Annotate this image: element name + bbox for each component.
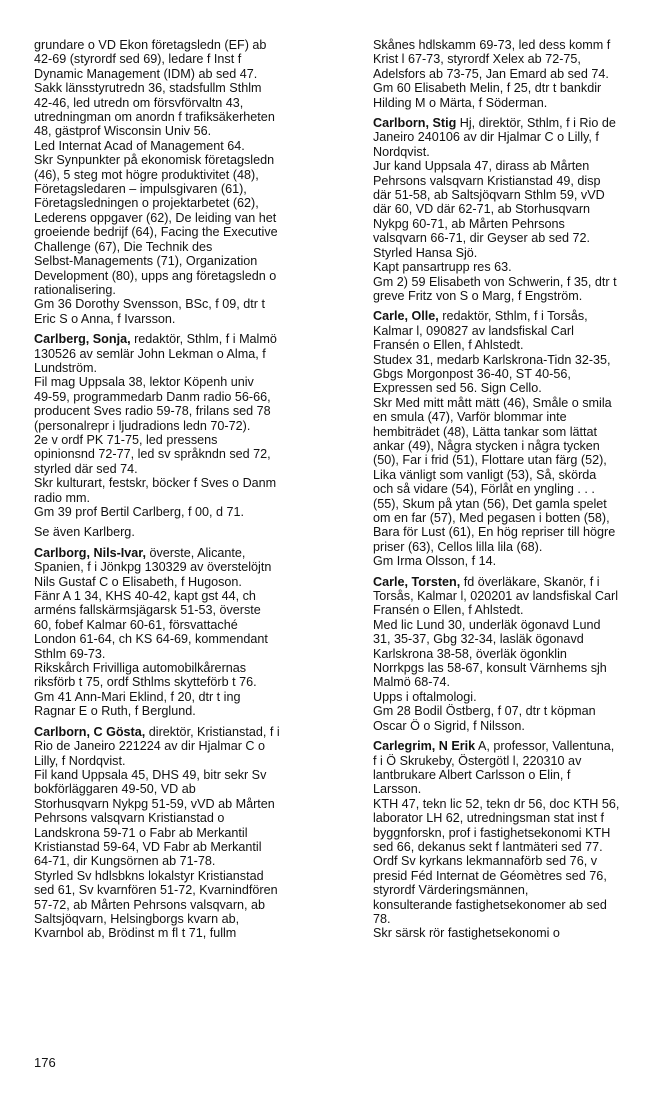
entry-line: Eric S o Anna, f Ivarsson. bbox=[34, 311, 176, 326]
entry-line: Rio de Janeiro 221224 av dir Hjalmar C o bbox=[34, 739, 266, 754]
entry-line: Kalmar l, 090827 av landsfiskal Carl bbox=[373, 323, 574, 338]
entry-line: (55), Skum på ytan (56), Det gamla spelet bbox=[373, 496, 607, 511]
entry-line: Med lic Lund 30, underläk ögonavd Lund bbox=[373, 617, 601, 632]
left-column bbox=[34, 38, 339, 941]
entry-name: Carlberg, Sonja, bbox=[34, 332, 131, 347]
entry-line: Företagsledaren – impulsgivaren (61), bbox=[34, 182, 247, 197]
entry-name: Carlborn, C Gösta, bbox=[34, 724, 146, 739]
entry-line: ankar (49), Några stycken i några tycken bbox=[373, 438, 600, 453]
entry-line: riksförb t 75, ordf Sthlms skytteförb t 76. bbox=[34, 675, 257, 690]
entry-line: Styrled Sv hdlsbkns lokalstyr Kristianstad bbox=[34, 868, 264, 883]
entry-line: Torsås, Kalmar l, 020201 av landsfiskal Carl bbox=[373, 589, 618, 604]
entry-line: Sakk länsstyrutredn 36, stadsfullm Sthlm bbox=[34, 81, 262, 96]
entry-line: 31, 35-37, Gbg 32-34, lasläk ögonavd bbox=[373, 632, 584, 647]
entry-line: Studex 31, medarb Karlskrona-Tidn 32-35, bbox=[373, 352, 611, 367]
entry-line: byggnforskn, prof i fastighetsekonomi KTH bbox=[373, 825, 611, 840]
entry-line: Nils Gustaf C o Elisabeth, f Hugoson. bbox=[34, 574, 242, 589]
entry-line: Jur kand Uppsala 47, dirass ab Mårten bbox=[373, 159, 590, 174]
entry-line: Fänr A 1 34, KHS 40-42, kapt gst 44, ch bbox=[34, 589, 256, 604]
entry-line: arméns fallskärmsjägarsk 51-53, överste bbox=[34, 603, 261, 618]
entry-line: Kapt pansartrupp res 63. bbox=[373, 260, 512, 275]
entry-line: Storhusqvarn Nykpg 51-59, vVD ab Mårten bbox=[34, 796, 275, 811]
entry-line: (50), Far i frid (51), Flottare utan färg (52), bbox=[373, 453, 607, 468]
entry-line: Pehrsons valsqvarn Kristianstad o bbox=[34, 811, 225, 826]
entry-line: grundare o VD Ekon företagsledn (EF) ab bbox=[34, 38, 267, 52]
entry-line: Gm 2) 59 Elisabeth von Schwerin, f 35, dtr t bbox=[373, 274, 617, 289]
entry-line: Landskrona 59-71 o Fabr ab Merkantil bbox=[34, 825, 248, 840]
entry-line: Sthlm 69-73. bbox=[34, 646, 106, 661]
entry-line: sed 61, Sv kvarnfören 51-72, Kvarnindfören bbox=[34, 883, 278, 898]
entry-line: Företagsledningen o projektarbetet (62), bbox=[34, 196, 259, 211]
entry-line: 130526 av semlär John Lekman o Alma, f bbox=[34, 346, 266, 361]
entry-line: Expressen sed 56. Sign Cello. bbox=[373, 381, 542, 396]
entry-line: Styrled Hansa Sjö. bbox=[373, 245, 478, 260]
entry-line: producent Sves radio 59-78, frilans sed 78 bbox=[34, 404, 271, 419]
page-number: 176 bbox=[34, 1055, 56, 1070]
entry-line: 2e v ordf PK 71-75, led pressens bbox=[34, 432, 218, 447]
entry-line: Gbgs Morgonpost 36-40, ST 40-56, bbox=[373, 366, 571, 381]
entry-line: Saltsjöqvarn, Helsingborgs kvarn ab, bbox=[34, 911, 240, 926]
entry-line: Spanien, f i Jönkpg 130329 av överstelöjtn bbox=[34, 560, 272, 575]
entry-line: 78. bbox=[373, 911, 391, 926]
entry-line: laborator LH 62, utredningsman stat inst f bbox=[373, 811, 605, 826]
biography-entry bbox=[373, 575, 665, 733]
entry-line: Skr Med mitt mått mätt (46), Småle o smila bbox=[373, 395, 612, 410]
entry-line: 60, fobef Kalmar 60-61, försvattaché bbox=[34, 617, 238, 632]
entry-line: Development (80), upps ang företagsledn o bbox=[34, 268, 277, 283]
entry-line: Nordqvist. bbox=[373, 144, 430, 159]
entry-line: (46), 5 steg mot högre produktivitet (48), bbox=[34, 167, 259, 182]
entry-line: styrled där sed 74. bbox=[34, 461, 138, 476]
entry-line: en smula (47), Varför blommar inte bbox=[373, 410, 567, 425]
entry-line: Fil mag Uppsala 38, lektor Köpenh univ bbox=[34, 375, 254, 390]
entry-line: lantbrukare Albert Carlsson o Elin, f bbox=[373, 767, 571, 782]
entry-line: och så vidare (54), Förlåt en yngling . . . bbox=[373, 482, 595, 497]
entry-line: 42-69 (styrordf sed 69), ledare f Inst f bbox=[34, 52, 242, 67]
entry-text: redaktör, Sthlm, f i Torsås, bbox=[438, 309, 588, 324]
biography-entry bbox=[34, 38, 339, 326]
entry-line: Lundström. bbox=[34, 360, 97, 375]
entry-line: Skr särsk rör fastighetsekonomi o bbox=[373, 926, 560, 941]
biography-entry bbox=[373, 739, 665, 941]
entry-line: London 61-64, ch KS 64-69, kommendant bbox=[34, 632, 268, 647]
biography-entry bbox=[34, 525, 339, 539]
entry-line: 64-71, dir Kungsörnen ab 71-78. bbox=[34, 854, 216, 869]
entry-line: där 60, VD där 62-71, ab Storhusqvarn bbox=[373, 202, 591, 217]
entry-line: opinionsnd 72-77, led sv språkndn sed 72, bbox=[34, 447, 271, 462]
entry-line: 42-46, led utredn om försvförvaltn 43, bbox=[34, 95, 244, 110]
entry-line: greve Fritz von S o Marg, f Engström. bbox=[373, 288, 583, 303]
entry-line: Lika vänligt som vanligt (53), Så, skörda bbox=[373, 467, 597, 482]
entry-line: Rikskårch Frivilliga automobilkårernas bbox=[34, 661, 247, 676]
entry-line: Fransén o Ellen, f Ahlstedt. bbox=[373, 338, 524, 353]
entry-line bbox=[373, 739, 665, 753]
entry-line: hembiträdet (48), Lätta tankar som lättat bbox=[373, 424, 598, 439]
entry-text: överste, Alicante, bbox=[145, 545, 246, 560]
entry-line: Ragnar E o Ruth, f Berglund. bbox=[34, 704, 196, 719]
entry-line: Hilding M o Märta, f Söderman. bbox=[373, 95, 548, 110]
entry-line: Skr kulturart, festskr, böcker f Sves o Danm bbox=[34, 476, 277, 491]
biography-entry bbox=[34, 332, 339, 519]
entry-name: Carle, Olle, bbox=[373, 309, 439, 324]
entry-line: Skr Synpunkter på ekonomisk företagsledn bbox=[34, 153, 275, 168]
entry-text: redaktör, Sthlm, f i Malmö bbox=[130, 332, 277, 347]
entry-name: Carlborn, Stig bbox=[373, 116, 457, 131]
entry-line: Oscar Ö o Sigrid, f Nilsson. bbox=[373, 718, 525, 733]
entry-line: rationalisering. bbox=[34, 282, 116, 297]
entry-line: Bara för Lust (61), En hög repriser till högre bbox=[373, 525, 616, 540]
entry-line: Kristianstad 59-64, VD Fabr ab Merkantil bbox=[34, 839, 262, 854]
entry-name: Carlegrim, N Erik bbox=[373, 739, 476, 754]
entry-line: Gm 28 Bodil Östberg, f 07, dtr t köpman bbox=[373, 704, 596, 719]
entry-line: utredningman om anordn f trafiksäkerheten bbox=[34, 110, 275, 125]
entry-line: presid Féd Internat de Géomètres sed 76, bbox=[373, 868, 607, 883]
entry-line: Karlskrona 38-58, överläk ögonklin bbox=[373, 646, 567, 661]
entry-text: direktör, Kristianstad, f i bbox=[145, 724, 280, 739]
entry-line: Kvarnbol ab, Brödinst m fl t 71, fullm bbox=[34, 926, 237, 941]
entry-line: Se även Karlberg. bbox=[34, 525, 135, 540]
entry-line: styrordf Värderingsmännen, bbox=[373, 883, 529, 898]
entry-line: Upps i oftalmologi. bbox=[373, 689, 477, 704]
entry-line: 49-59, programmedarb Danm radio 56-66, bbox=[34, 389, 271, 404]
entry-line: om en far (57), Med pegasen i botten (58), bbox=[373, 511, 610, 525]
entry-line bbox=[34, 332, 339, 346]
entry-line: Nykpg 60-71, ab Mårten Pehrsons bbox=[373, 216, 565, 231]
entry-name: Carlborg, Nils-Ivar, bbox=[34, 545, 146, 560]
entry-line: Led Internat Acad of Management 64. bbox=[34, 138, 245, 153]
entry-line: f i Ö Skrukeby, Östergötl l, 220310 av bbox=[373, 753, 582, 768]
entry-line: radio mm. bbox=[34, 490, 90, 505]
entry-line bbox=[373, 116, 665, 130]
entry-text: Hj, direktör, Sthlm, f i Rio de bbox=[456, 116, 616, 131]
entry-line: Larsson. bbox=[373, 782, 422, 797]
entry-line: Adelsfors ab 73-75, Jan Emard ab sed 74. bbox=[373, 66, 609, 81]
entry-line: Lederens oppgaver (62), De leiding van het bbox=[34, 210, 277, 225]
entry-line: Janeiro 240106 av dir Hjalmar C o Lilly, f bbox=[373, 130, 599, 145]
entry-line: Dynamic Management (IDM) ab sed 47. bbox=[34, 66, 258, 81]
entry-line bbox=[34, 546, 339, 560]
entry-line bbox=[34, 725, 339, 739]
entry-line bbox=[373, 575, 665, 589]
entry-line: Skånes hdlskamm 69-73, led dess komm f bbox=[373, 38, 611, 52]
entry-name: Carle, Torsten, bbox=[373, 574, 461, 589]
entry-line: 57-72, ab Mårten Pehrsons valsqvarn, ab bbox=[34, 897, 266, 912]
biography-entry bbox=[373, 309, 665, 568]
entry-line: Gm Irma Olsson, f 14. bbox=[373, 554, 497, 569]
biography-entry bbox=[373, 116, 665, 303]
biography-entry bbox=[34, 546, 339, 719]
entry-line: Krist l 67-73, styrordf Xelex ab 72-75, bbox=[373, 52, 581, 67]
entry-line: sed 66, dekanus sekt f lantmäteri sed 77. bbox=[373, 839, 603, 854]
entry-line: Ordf Sv kyrkans lekmannaförb sed 76, v bbox=[373, 854, 597, 869]
entry-line: där 51-58, ab Saltsjöqvarn Sthlm 59, vVD bbox=[373, 188, 605, 203]
entry-line: Norrkpgs las 58-67, konsult Värnhems sjh bbox=[373, 661, 607, 676]
entry-line: (personalrepr i ljudradions ledn 70-72). bbox=[34, 418, 251, 433]
entry-line: Gm 39 prof Bertil Carlberg, f 00, d 71. bbox=[34, 505, 244, 519]
entry-line: Gm 41 Ann-Mari Eklind, f 20, dtr t ing bbox=[34, 689, 241, 704]
entry-line: Malmö 68-74. bbox=[373, 675, 450, 690]
entry-text: A, professor, Vallentuna, bbox=[475, 739, 615, 754]
entry-text: fd överläkare, Skanör, f i bbox=[460, 574, 600, 589]
entry-line: Challenge (67), Die Technik des bbox=[34, 239, 213, 254]
entry-line: Fransén o Ellen, f Ahlstedt. bbox=[373, 603, 524, 618]
entry-line bbox=[373, 309, 665, 323]
entry-line: priser (63), Cellos lilla lila (68). bbox=[373, 539, 543, 554]
entry-line: KTH 47, tekn lic 52, tekn dr 56, doc KTH 56, bbox=[373, 796, 620, 811]
entry-line: 48, gästprof Wisconsin Univ 56. bbox=[34, 124, 212, 139]
biography-entry bbox=[34, 725, 339, 941]
entry-line: Pehrsons valsqvarn Kristianstad 49, disp bbox=[373, 173, 601, 188]
entry-line: Selbst-Managements (71), Organization bbox=[34, 254, 258, 269]
entry-line: Gm 60 Elisabeth Melin, f 25, dtr t bankdir bbox=[373, 81, 602, 96]
entry-line: Gm 36 Dorothy Svensson, BSc, f 09, dtr t bbox=[34, 297, 265, 312]
entry-line: Lilly, f Nordqvist. bbox=[34, 753, 126, 768]
entry-line: valsqvarn 66-71, dir Geyser ab sed 72. bbox=[373, 231, 591, 246]
right-column bbox=[373, 38, 665, 941]
biography-entry bbox=[373, 38, 665, 110]
entry-line: bokförläggaren 49-50, VD ab bbox=[34, 782, 196, 797]
entry-line: Fil kand Uppsala 45, DHS 49, bitr sekr Sv bbox=[34, 767, 267, 782]
entry-line: groeiende bedrijf (64), Facing the Executive bbox=[34, 225, 278, 240]
entry-line: konsulterande fastighetsekonomer ab sed bbox=[373, 897, 607, 912]
